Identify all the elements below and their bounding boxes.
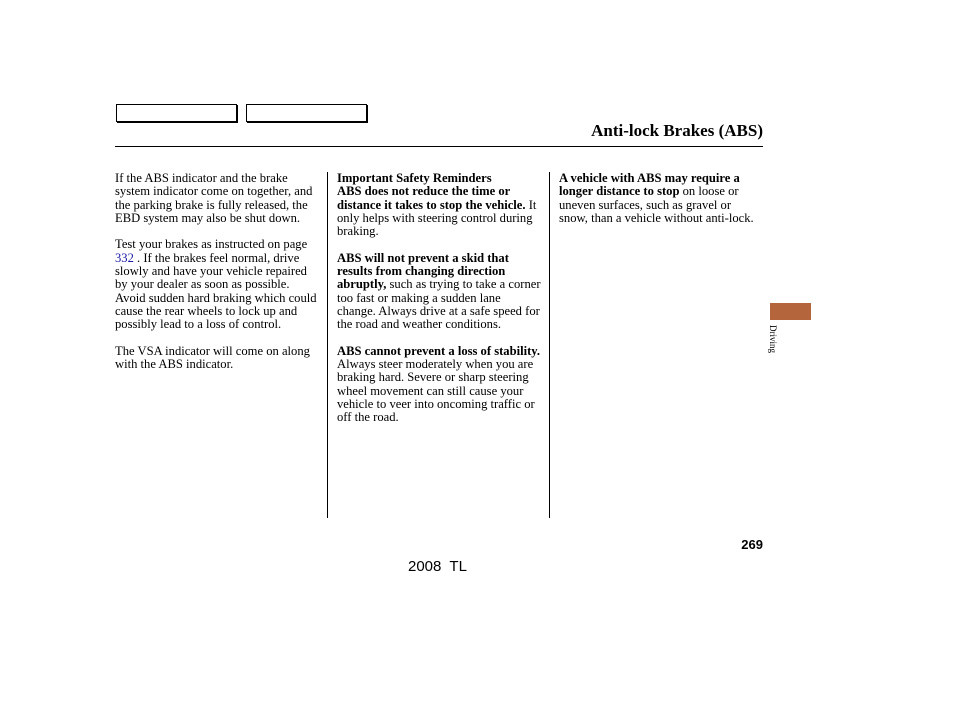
left-paragraph-2: Test your brakes as instructed on page 332 . If the brakes feel normal, drive slowly and have your vehicle repaired by your dealer as soon as possible. Avoid sudden hard braking which could cause the rear wheels to lock up and possibly lead to a loss of control. — [115, 237, 317, 332]
middle-column — [337, 172, 541, 438]
left-column — [115, 172, 319, 385]
page-title: Anti-lock Brakes (ABS) — [591, 121, 763, 140]
section-label: Driving — [768, 325, 778, 353]
section-tab — [770, 303, 811, 320]
right-paragraph-1: A vehicle with ABS may require a longer distance to stop on loose or uneven surfaces, such as gravel or snow, than a vehicle without anti-lock. — [559, 171, 754, 225]
page-link-332[interactable]: 332 — [115, 250, 134, 265]
left-paragraph-3: The VSA indicator will come on along with the ABS indicator. — [115, 343, 310, 372]
left-paragraph-1: If the ABS indicator and the brake system indicator come on together, and the parking brake is fully released, the EBD system may also be shut down. — [115, 171, 313, 225]
middle-paragraph-2: ABS will not prevent a skid that results from changing direction abruptly, such as trying to take a corner too fast or making a sudden lane change. Always drive at a safe speed for the road and weather conditions. — [337, 250, 541, 332]
middle-paragraph-3: ABS cannot prevent a loss of stability. Always steer moderately when you are braking hard. Severe or sharp steering wheel movement can still cause your vehicle to veer into oncoming traffic or off the road. — [337, 343, 541, 425]
nav-button-next[interactable] — [246, 104, 367, 122]
safety-heading: Important Safety Reminders — [337, 171, 492, 185]
middle-paragraph-1: Important Safety Reminders ABS does not reduce the time or distance it takes to stop the vehicle. It only helps with steering control during braking. — [337, 171, 537, 239]
column-divider — [327, 172, 328, 518]
nav-button-previous[interactable] — [116, 104, 237, 122]
right-column — [559, 172, 763, 238]
model-footer: 2008 TL — [408, 558, 467, 575]
column-divider — [549, 172, 550, 518]
page-number: 269 — [741, 537, 763, 552]
title-rule — [115, 146, 763, 147]
